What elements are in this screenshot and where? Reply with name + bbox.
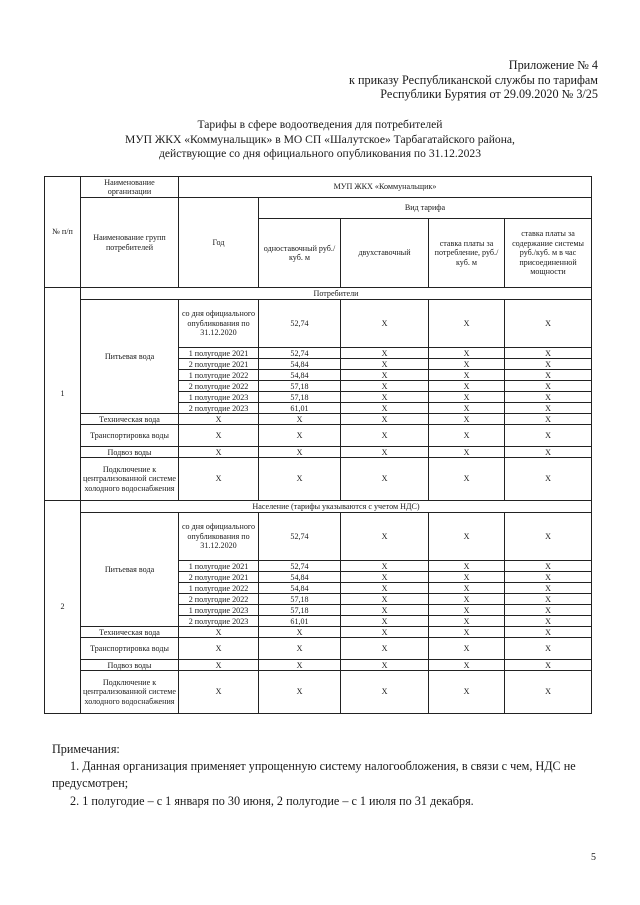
group-name: Подвоз воды (81, 447, 179, 458)
consumption-rate-cell: X (429, 572, 505, 583)
double-rate-cell: X (341, 572, 429, 583)
header-single: одноставочный руб./ куб. м (259, 219, 341, 288)
header-maintenance: ставка платы за содержание системы руб./куб. м в час присоединенной мощности (505, 219, 592, 288)
table-row (45, 638, 592, 660)
group-name: Питьевая вода (81, 300, 179, 414)
maintenance-rate-cell: X (505, 616, 592, 627)
single-rate-cell: 57,18 (259, 594, 341, 605)
consumption-rate-cell: X (429, 381, 505, 392)
single-rate-cell: X (259, 638, 341, 660)
period-cell: со дня официального опубликования по 31.12.2020 (179, 300, 259, 348)
consumption-rate-cell: X (429, 458, 505, 501)
consumption-rate-cell: X (429, 605, 505, 616)
single-rate-cell: 54,84 (259, 359, 341, 370)
consumption-rate-cell: X (429, 583, 505, 594)
consumption-rate-cell: X (429, 392, 505, 403)
group-name: Техническая вода (81, 627, 179, 638)
double-rate-cell: X (341, 671, 429, 714)
header-org-value: МУП ЖКХ «Коммунальщик» (179, 177, 592, 198)
header-num: № п/п (45, 177, 81, 288)
consumption-rate-cell: X (429, 414, 505, 425)
note-item: 1. Данная организация применяет упрощенную систему налогообложения, в связи с чем, НДС не предусмотрен; (52, 759, 576, 791)
period-cell: X (179, 447, 259, 458)
maintenance-rate-cell: X (505, 561, 592, 572)
consumption-rate-cell: X (429, 359, 505, 370)
single-rate-cell: X (259, 458, 341, 501)
consumption-rate-cell: X (429, 561, 505, 572)
consumption-rate-cell: X (429, 660, 505, 671)
maintenance-rate-cell: X (505, 300, 592, 348)
period-cell: X (179, 671, 259, 714)
maintenance-rate-cell: X (505, 392, 592, 403)
single-rate-cell: 61,01 (259, 616, 341, 627)
appendix-line: Приложение № 4 (508, 58, 598, 72)
maintenance-rate-cell: X (505, 660, 592, 671)
double-rate-cell: X (341, 605, 429, 616)
maintenance-rate-cell: X (505, 425, 592, 447)
table-row (45, 425, 592, 447)
page-number: 5 (591, 852, 596, 863)
section-row (45, 501, 592, 513)
period-cell: X (179, 638, 259, 660)
maintenance-rate-cell: X (505, 414, 592, 425)
double-rate-cell: X (341, 392, 429, 403)
maintenance-rate-cell: X (505, 458, 592, 501)
row-number: 2 (45, 501, 81, 714)
header-double: двухставочный (341, 219, 429, 288)
single-rate-cell: 52,74 (259, 513, 341, 561)
table-row (45, 447, 592, 458)
double-rate-cell: X (341, 638, 429, 660)
single-rate-cell: 54,84 (259, 370, 341, 381)
single-rate-cell: X (259, 671, 341, 714)
single-rate-cell: 52,74 (259, 300, 341, 348)
double-rate-cell: X (341, 381, 429, 392)
table-row (45, 671, 592, 714)
single-rate-cell: X (259, 425, 341, 447)
header-org-name: Наименование организации (81, 177, 179, 198)
period-cell: X (179, 458, 259, 501)
period-cell: X (179, 660, 259, 671)
consumption-rate-cell: X (429, 425, 505, 447)
consumption-rate-cell: X (429, 300, 505, 348)
maintenance-rate-cell: X (505, 627, 592, 638)
consumption-rate-cell: X (429, 403, 505, 414)
group-name: Подключение к централизованной системе холодного водоснабжения (81, 671, 179, 714)
single-rate-cell: 57,18 (259, 605, 341, 616)
table-row (45, 513, 592, 561)
table-row (45, 414, 592, 425)
double-rate-cell: X (341, 660, 429, 671)
period-cell: 2 полугодие 2023 (179, 403, 259, 414)
group-name: Транспортировка воды (81, 425, 179, 447)
table-row (45, 627, 592, 638)
double-rate-cell: X (341, 513, 429, 561)
consumption-rate-cell: X (429, 671, 505, 714)
double-rate-cell: X (341, 561, 429, 572)
single-rate-cell: 57,18 (259, 392, 341, 403)
period-cell: 1 полугодие 2023 (179, 605, 259, 616)
group-name: Питьевая вода (81, 513, 179, 627)
notes-heading: Примечания: (52, 742, 120, 756)
consumption-rate-cell: X (429, 513, 505, 561)
note-item: 2. 1 полугодие – с 1 января по 30 июня, 2 полугодие – с 1 июля по 31 декабря. (70, 793, 474, 808)
single-rate-cell: 52,74 (259, 561, 341, 572)
maintenance-rate-cell: X (505, 381, 592, 392)
header-consumption: ставка платы за потребление, руб./ куб. м (429, 219, 505, 288)
tariffs-table (44, 176, 592, 714)
double-rate-cell: X (341, 447, 429, 458)
consumption-rate-cell: X (429, 627, 505, 638)
single-rate-cell: 54,84 (259, 572, 341, 583)
maintenance-rate-cell: X (505, 605, 592, 616)
single-rate-cell: X (259, 447, 341, 458)
appendix-reference (349, 58, 598, 102)
period-cell: 1 полугодие 2023 (179, 392, 259, 403)
single-rate-cell: X (259, 627, 341, 638)
period-cell: 2 полугодие 2021 (179, 359, 259, 370)
double-rate-cell: X (341, 583, 429, 594)
group-name: Подвоз воды (81, 660, 179, 671)
consumption-rate-cell: X (429, 348, 505, 359)
notes (52, 741, 604, 810)
maintenance-rate-cell: X (505, 513, 592, 561)
single-rate-cell: X (259, 660, 341, 671)
consumption-rate-cell: X (429, 447, 505, 458)
double-rate-cell: X (341, 359, 429, 370)
period-cell: 1 полугодие 2021 (179, 561, 259, 572)
header-tariff-kind: Вид тарифа (259, 198, 592, 219)
period-cell: 1 полугодие 2022 (179, 370, 259, 381)
group-name: Транспортировка воды (81, 638, 179, 660)
group-name: Подключение к централизованной системе холодного водоснабжения (81, 458, 179, 501)
period-cell: X (179, 425, 259, 447)
single-rate-cell: X (259, 414, 341, 425)
title-line: МУП ЖКХ «Коммунальщик» в МО СП «Шалутское» Тарбагатайского района, (125, 132, 515, 146)
period-cell: 1 полугодие 2021 (179, 348, 259, 359)
title-line: действующие со дня официального опубликования по 31.12.2023 (158, 147, 482, 160)
double-rate-cell: X (341, 300, 429, 348)
section-row (45, 288, 592, 300)
table-row (45, 660, 592, 671)
appendix-line: Республики Бурятия от 29.09.2020 № 3/25 (380, 87, 598, 101)
period-cell: 2 полугодие 2023 (179, 616, 259, 627)
period-cell: со дня официального опубликования по 31.12.2020 (179, 513, 259, 561)
maintenance-rate-cell: X (505, 370, 592, 381)
period-cell: 2 полугодие 2022 (179, 594, 259, 605)
document-title (0, 118, 640, 162)
section-title: Потребители (81, 288, 592, 300)
table-row (45, 458, 592, 501)
period-cell: X (179, 414, 259, 425)
period-cell: 2 полугодие 2022 (179, 381, 259, 392)
double-rate-cell: X (341, 594, 429, 605)
single-rate-cell: 61,01 (259, 403, 341, 414)
section-title: Население (тарифы указываются с учетом НДС) (81, 501, 592, 513)
double-rate-cell: X (341, 403, 429, 414)
appendix-line: к приказу Республиканской службы по тарифам (349, 72, 598, 87)
double-rate-cell: X (341, 370, 429, 381)
maintenance-rate-cell: X (505, 671, 592, 714)
consumption-rate-cell: X (429, 370, 505, 381)
double-rate-cell: X (341, 458, 429, 501)
consumption-rate-cell: X (429, 616, 505, 627)
row-number: 1 (45, 288, 81, 501)
double-rate-cell: X (341, 627, 429, 638)
maintenance-rate-cell: X (505, 572, 592, 583)
maintenance-rate-cell: X (505, 359, 592, 370)
title-line: Тарифы в сфере водоотведения для потребителей (197, 118, 443, 131)
double-rate-cell: X (341, 414, 429, 425)
period-cell: 1 полугодие 2022 (179, 583, 259, 594)
double-rate-cell: X (341, 616, 429, 627)
maintenance-rate-cell: X (505, 348, 592, 359)
maintenance-rate-cell: X (505, 638, 592, 660)
maintenance-rate-cell: X (505, 583, 592, 594)
maintenance-rate-cell: X (505, 403, 592, 414)
maintenance-rate-cell: X (505, 447, 592, 458)
consumption-rate-cell: X (429, 594, 505, 605)
header-year: Год (179, 198, 259, 288)
double-rate-cell: X (341, 425, 429, 447)
single-rate-cell: 54,84 (259, 583, 341, 594)
group-name: Техническая вода (81, 414, 179, 425)
period-cell: 2 полугодие 2021 (179, 572, 259, 583)
maintenance-rate-cell: X (505, 594, 592, 605)
period-cell: X (179, 627, 259, 638)
single-rate-cell: 52,74 (259, 348, 341, 359)
double-rate-cell: X (341, 348, 429, 359)
single-rate-cell: 57,18 (259, 381, 341, 392)
consumption-rate-cell: X (429, 638, 505, 660)
header-group: Наименование групп потребителей (81, 198, 179, 288)
table-row (45, 300, 592, 348)
